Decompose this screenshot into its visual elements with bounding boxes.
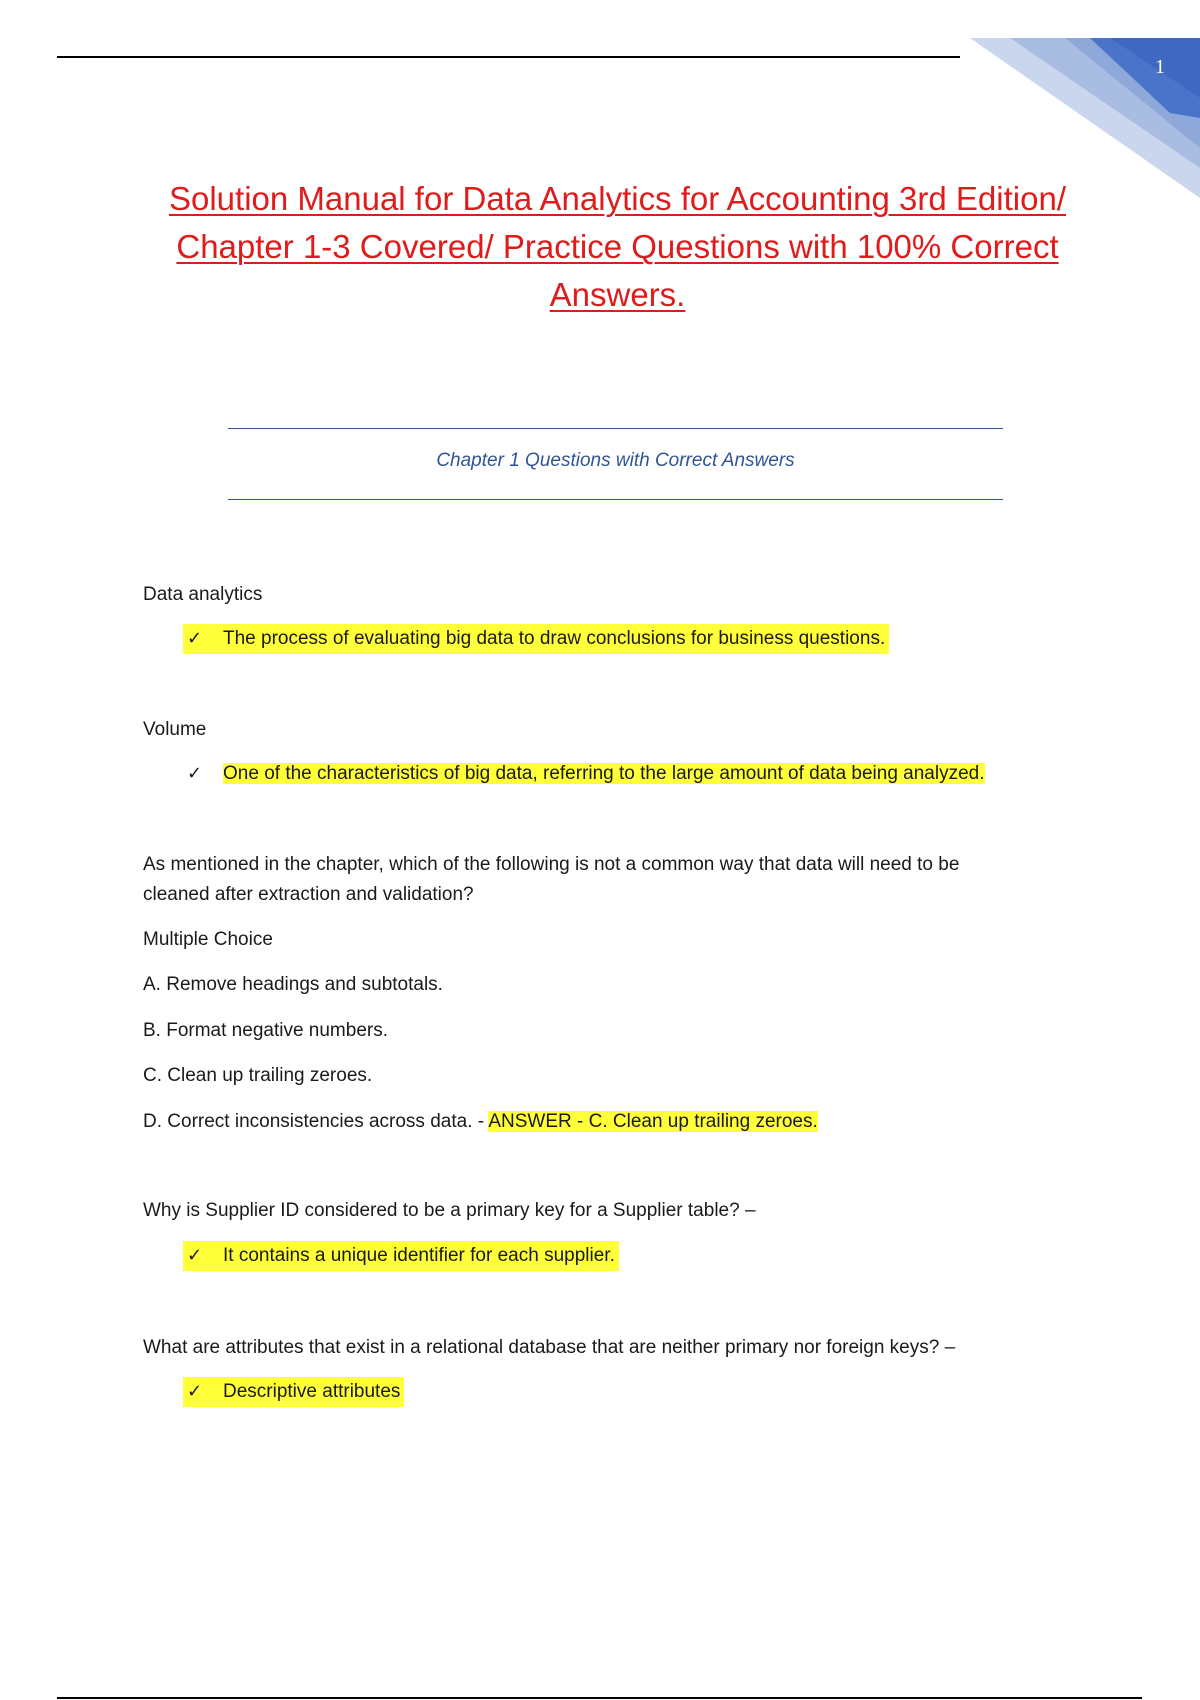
attributes-answer	[183, 1377, 404, 1407]
mcq-option-d-text: D. Correct inconsistencies across data. -	[143, 1111, 489, 1132]
mcq-question-line-1: As mentioned in the chapter, which of the following is not a common way that data will need to be	[143, 854, 960, 875]
mcq-option-a: A. Remove headings and subtotals.	[143, 974, 443, 995]
checkmark-icon: ✓	[187, 1381, 203, 1402]
answer-text: It contains a unique identifier for each supplier.	[223, 1245, 615, 1266]
answer-volume	[183, 759, 989, 789]
supplier-question: Why is Supplier ID considered to be a primary key for a Supplier table? –	[143, 1200, 756, 1221]
term-volume: Volume	[143, 719, 207, 740]
document-title	[140, 175, 1095, 319]
answer-data-analytics	[183, 624, 889, 654]
page-number: 1	[1155, 56, 1165, 78]
supplier-answer	[183, 1241, 619, 1271]
attributes-question: What are attributes that exist in a relational database that are neither primary nor foreign keys? –	[143, 1337, 956, 1358]
checkmark-icon: ✓	[187, 628, 203, 649]
chapter-heading: Chapter 1 Questions with Correct Answers	[436, 450, 795, 471]
title-line-2: Chapter 1-3 Covered/ Practice Questions with 100% Correct	[176, 228, 1059, 265]
title-line-1: Solution Manual for Data Analytics for Accounting 3rd Edition/	[168, 180, 1066, 217]
mcq-option-c: C. Clean up trailing zeroes.	[143, 1065, 373, 1086]
term-data-analytics: Data analytics	[143, 584, 263, 605]
checkmark-icon: ✓	[187, 1245, 203, 1266]
checkmark-icon: ✓	[187, 763, 203, 784]
mcq-answer: ANSWER - C. Clean up trailing zeroes.	[488, 1111, 818, 1132]
answer-text: One of the characteristics of big data, referring to the large amount of data being analyzed.	[223, 763, 985, 784]
answer-text: Descriptive attributes	[223, 1381, 401, 1402]
mcq-option-b: B. Format negative numbers.	[143, 1020, 388, 1041]
chapter-rule-top	[228, 428, 1003, 429]
footer-rule	[57, 1697, 1142, 1699]
title-line-3: Answers.	[549, 276, 686, 313]
chapter-rule-bottom	[228, 499, 1003, 500]
mcq-question-line-2: cleaned after extraction and validation?	[143, 884, 474, 905]
mcq-option-d	[143, 1107, 818, 1137]
mcq-type-label: Multiple Choice	[143, 929, 273, 950]
header-rule	[57, 56, 960, 58]
answer-text: The process of evaluating big data to draw conclusions for business questions.	[223, 628, 886, 649]
